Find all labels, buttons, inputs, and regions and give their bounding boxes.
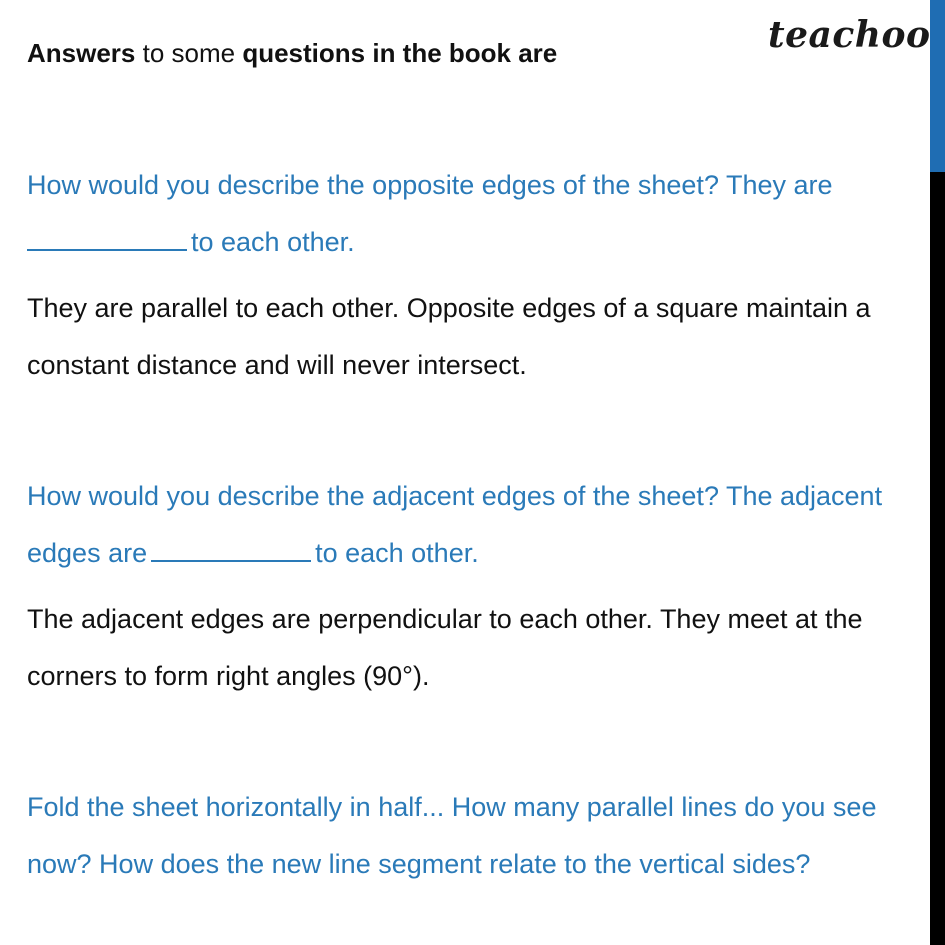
question-3: Fold the sheet horizontally in half... How many parallel lines do you see now? How does the new line segment relate to the vertical sides? xyxy=(27,792,877,879)
vertical-scrollbar[interactable] xyxy=(930,0,945,945)
heading-bold-answers: Answers xyxy=(27,38,136,68)
heading-bold-questions: questions in the book are xyxy=(242,38,558,68)
question-1 xyxy=(27,157,917,271)
question-1-line-1: How would you describe the opposite edges of the sheet? They are xyxy=(27,170,833,200)
scrollbar-thumb[interactable] xyxy=(930,0,945,172)
answer-2: The adjacent edges are perpendicular to each other. They meet at the corners to form right angles (90°). xyxy=(27,604,863,691)
question-2-blank xyxy=(151,533,311,562)
question-2 xyxy=(27,468,917,582)
question-1-blank xyxy=(27,222,187,251)
question-1-line-2: to each other. xyxy=(191,227,355,257)
question-2-part-2: to each other. xyxy=(315,538,479,568)
question-2-part-1: How would you describe the adjacent edges of the sheet? The adjacent edges are xyxy=(27,481,883,568)
page-heading xyxy=(27,38,557,69)
answer-1: They are parallel to each other. Opposite edges of a square maintain a constant distance and will never intersect. xyxy=(27,293,871,380)
heading-normal-text: to some xyxy=(135,38,243,68)
teachoo-logo: teachoo xyxy=(768,14,931,56)
